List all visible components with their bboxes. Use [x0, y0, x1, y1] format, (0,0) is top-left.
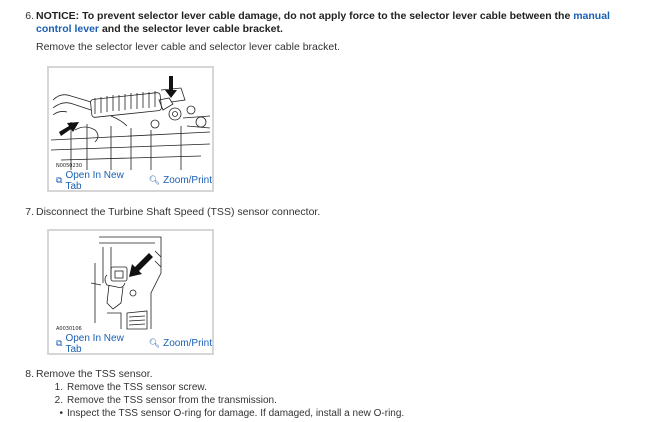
notice-lead: NOTICE: To prevent selector lever cable damage, do not apply force to the selector lever cable between the [36, 10, 574, 22]
step-number: 8. [25, 368, 34, 380]
list-item-text: Remove the TSS sensor from the transmission. [67, 395, 277, 406]
magnifier-icon: 🔍︎ [148, 175, 161, 185]
open-in-new-tab-button[interactable] [56, 333, 137, 355]
step-instruction: Disconnect the Turbine Shaft Speed (TSS) sensor connector. [36, 206, 321, 218]
open-in-new-tab-button[interactable] [56, 170, 137, 192]
list-item [53, 407, 404, 420]
zoom-print-button[interactable] [149, 175, 212, 186]
open-tab-icon: ⧉ [56, 175, 63, 185]
list-item-text: Remove the TSS sensor screw. [67, 382, 207, 393]
step-7 [22, 206, 632, 219]
step-number: 6. [25, 10, 34, 22]
zoom-label: Zoom/Print [163, 175, 212, 186]
manual-control-lever-link[interactable]: manual control lever [36, 10, 610, 35]
magnifier-icon: 🔍︎ [148, 338, 161, 348]
selector-cable-illustration[interactable] [51, 70, 210, 170]
step-number: 7. [25, 206, 34, 218]
open-label: Open In New Tab [65, 332, 124, 355]
step-8 [22, 368, 632, 381]
step-6 [22, 10, 632, 54]
open-label: Open In New Tab [65, 169, 124, 192]
list-marker: 2. [54, 395, 63, 406]
figure-selector-cable [47, 66, 214, 192]
list-marker: 1. [54, 382, 63, 393]
substep-list [53, 381, 404, 420]
zoom-label: Zoom/Print [163, 338, 212, 349]
step-instruction: Remove the selector lever cable and selector lever cable bracket. [36, 41, 341, 53]
notice-tail: and the selector lever cable bracket. [99, 23, 283, 35]
figure-tss-connector [47, 229, 214, 355]
list-marker: • [59, 408, 63, 419]
list-item [53, 394, 404, 407]
notice-text [36, 10, 632, 36]
tss-connector-illustration[interactable] [51, 233, 210, 333]
step-instruction: Remove the TSS sensor. [36, 368, 153, 380]
zoom-print-button[interactable] [149, 338, 212, 349]
list-item-text: Inspect the TSS sensor O-ring for damage. If damaged, install a new O-ring. [67, 408, 405, 419]
figure-id-label: N0050230 [56, 163, 83, 169]
figure-toolbar [49, 334, 212, 353]
figure-id-label: A0030106 [56, 326, 82, 332]
open-tab-icon: ⧉ [56, 338, 63, 348]
figure-toolbar [49, 171, 212, 190]
list-item [53, 381, 404, 394]
